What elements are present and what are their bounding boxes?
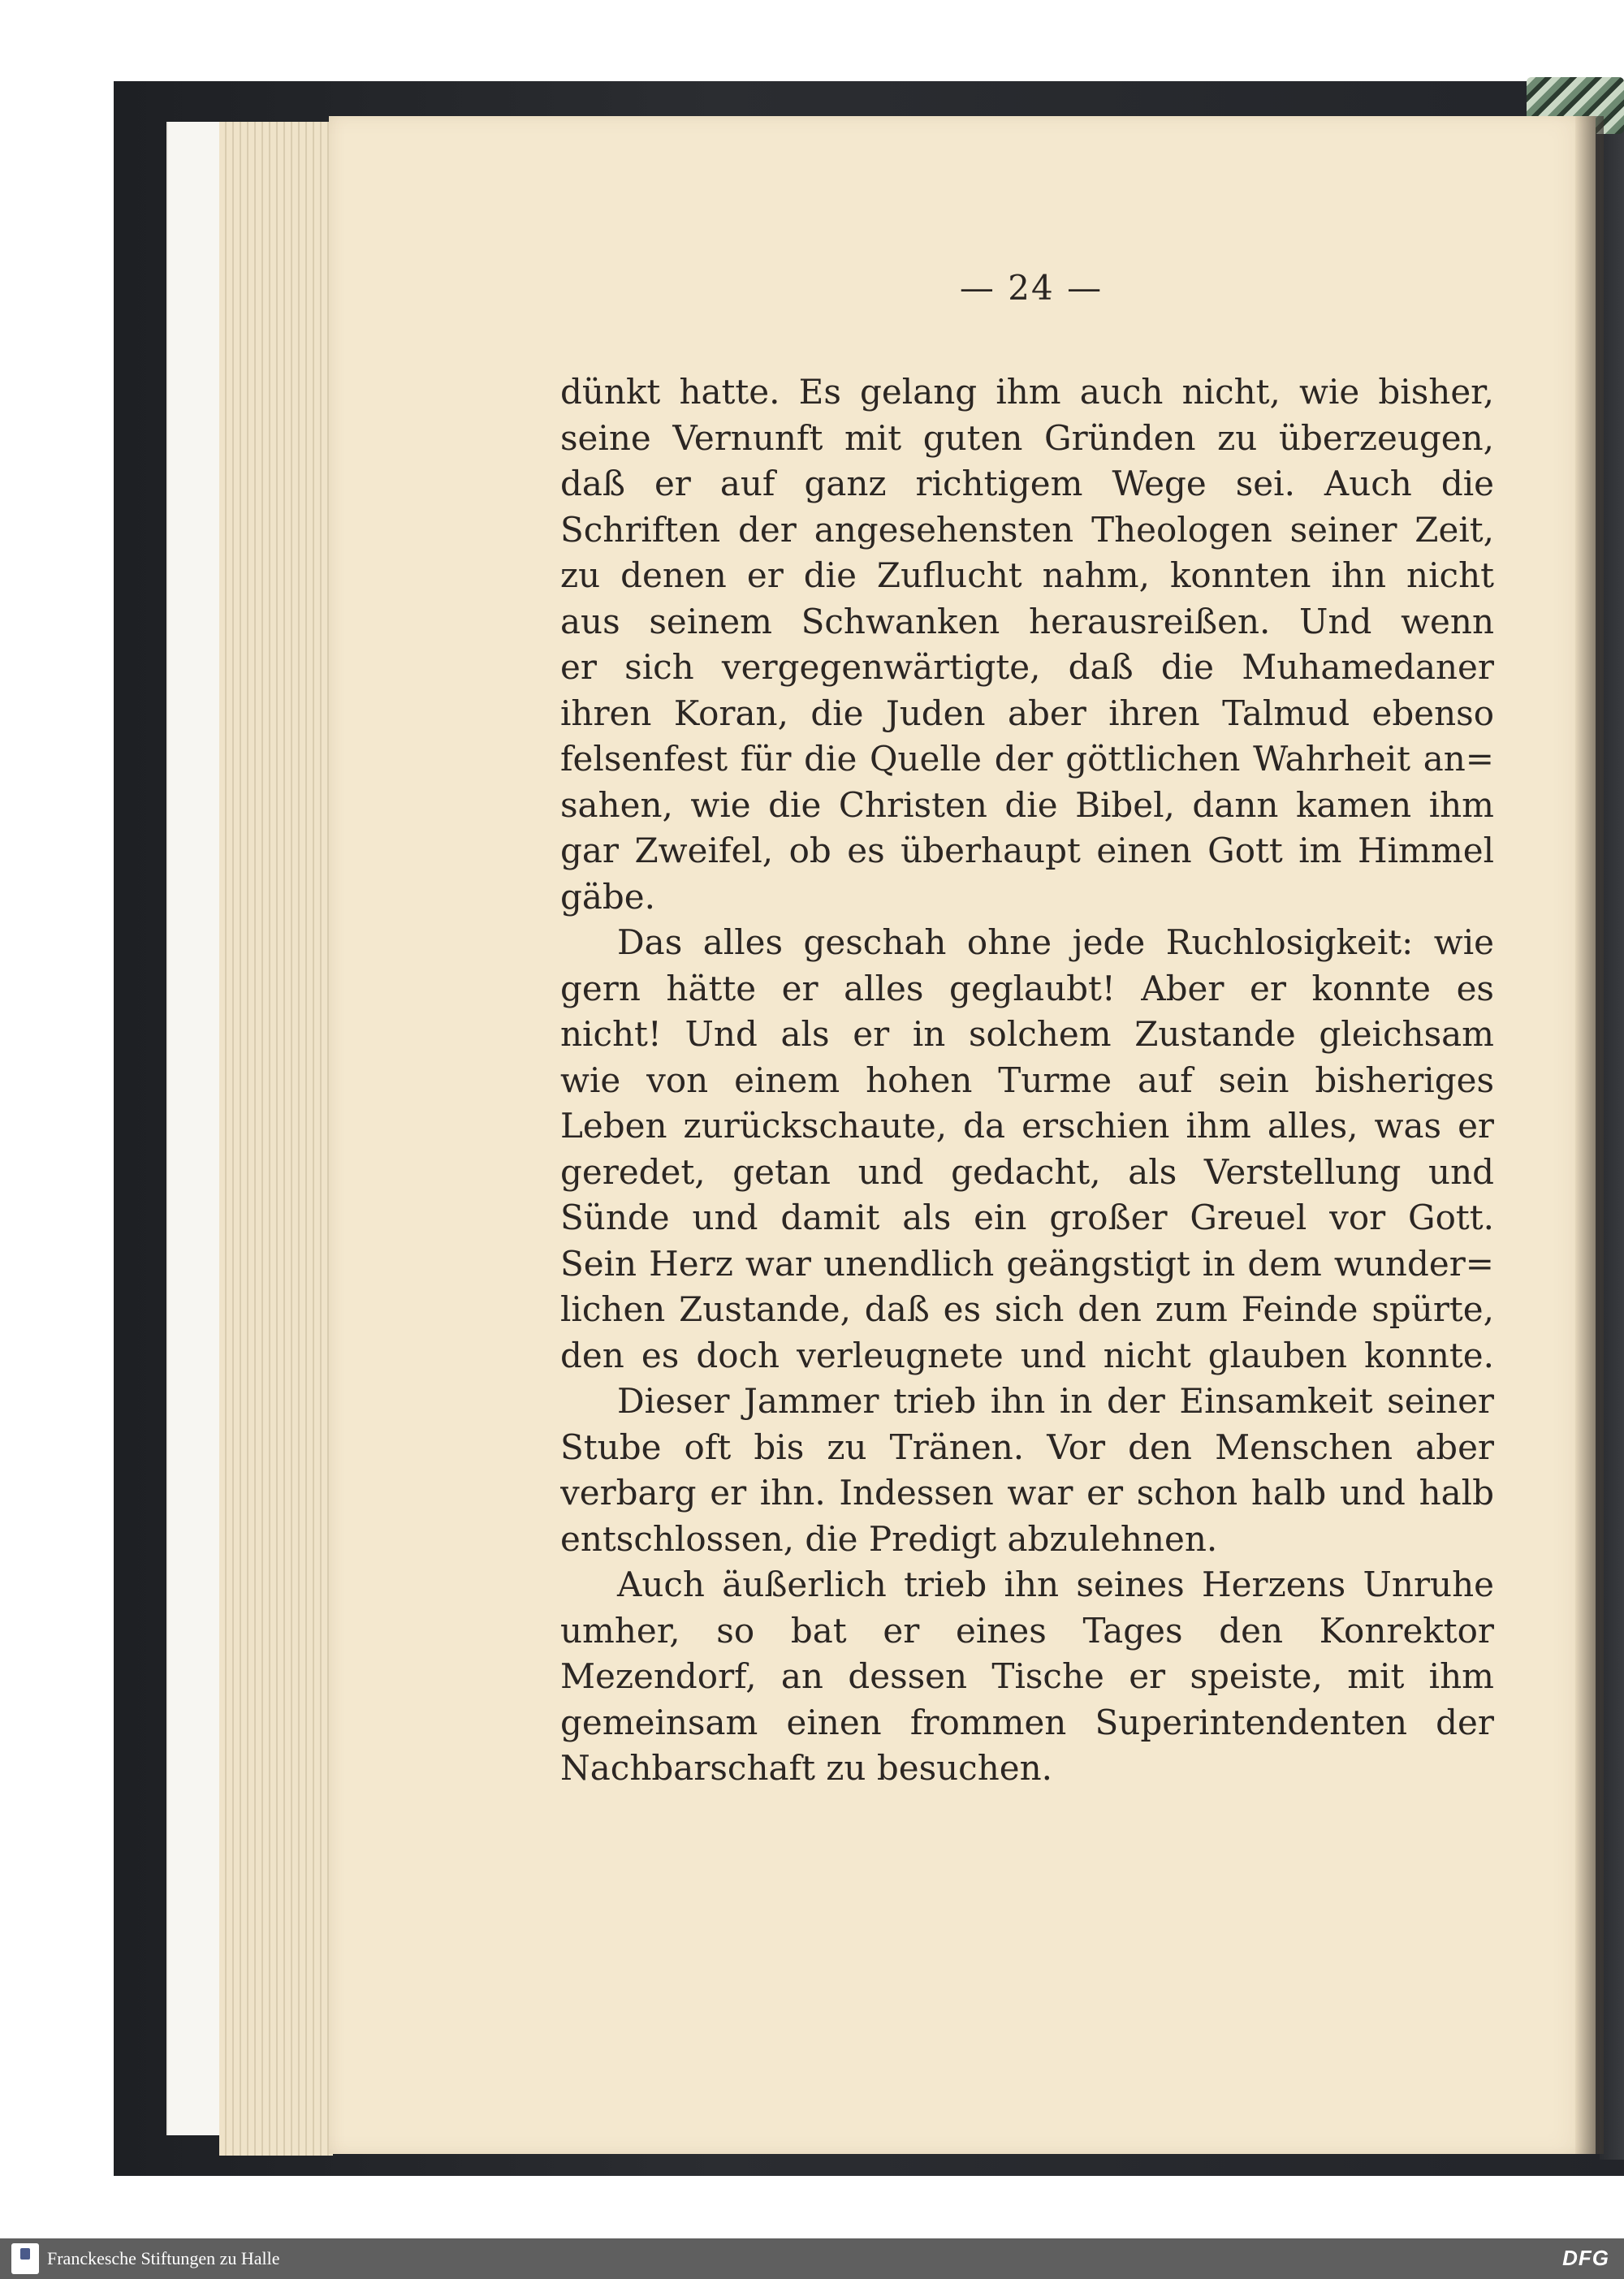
text-line: gäbe. [560, 876, 656, 917]
text-line: geredet, getan und gedacht, als Verstellung und [560, 1151, 1494, 1192]
text-line: sahen, wie die Christen die Bibel, dann kamen ihm [560, 784, 1494, 825]
text-line: umher, so bat er eines Tages den Konrektor [560, 1610, 1494, 1651]
footer-institution[interactable]: Franckesche Stiftungen zu Halle [47, 2248, 280, 2268]
text-line: Stube oft bis zu Tränen. Vor den Menschen aber [560, 1427, 1494, 1467]
text-line: felsenfest für die Quelle der göttlichen Wahrheit an= [560, 739, 1494, 779]
text-line: Sünde und damit als ein großer Greuel vor Gott. [560, 1198, 1494, 1237]
text-line: Das alles geschah ohne jede Ruchlosigkeit: wie [617, 922, 1494, 962]
text-line: gern hätte er alles geglaubt! Aber er konnte es [560, 968, 1494, 1008]
text-line: wie von einem hohen Turme auf sein bisheriges [560, 1060, 1494, 1100]
text-line: Mezendorf, an dessen Tische er speiste, mit ihm [560, 1656, 1494, 1696]
franckesche-logo-icon[interactable] [11, 2243, 39, 2274]
text-line: Sein Herz war unendlich geängstigt in dem wunder= [560, 1243, 1494, 1284]
text-line: lichen Zustande, daß es sich den zum Feinde spürte, [560, 1289, 1494, 1329]
text-line: Nachbarschaft zu besuchen. [560, 1748, 1053, 1788]
text-line: Dieser Jammer trieb ihn in der Einsamkeit seiner [617, 1381, 1494, 1421]
text-line: verbarg er ihn. Indessen war er schon halb und halb [560, 1473, 1494, 1513]
text-line: nicht! Und als er in solchem Zustande gleichsam [560, 1014, 1494, 1054]
footer-bar [0, 2238, 1624, 2279]
text-line: er sich vergegenwärtigte, daß die Muhamedaner [560, 647, 1494, 687]
dfg-logo[interactable]: DFG [1562, 2246, 1609, 2270]
text-line: entschlossen, die Predigt abzulehnen. [560, 1518, 1218, 1559]
text-line: gar Zweifel, ob es überhaupt einen Gott im Himmel [560, 831, 1494, 870]
text-line: Leben zurückschaute, da erschien ihm alles, was er [560, 1106, 1494, 1146]
text-line: aus seinem Schwanken herausreißen. Und wenn [560, 601, 1494, 641]
page-gutter-shadow [1575, 116, 1604, 2154]
body-text [560, 369, 1494, 1792]
text-line: seine Vernunft mit guten Gründen zu überzeugen, [560, 417, 1494, 458]
text-line: ihren Koran, die Juden aber ihren Talmud ebenso [560, 693, 1494, 733]
text-line: gemeinsam einen frommen Superintendenten der [560, 1702, 1494, 1742]
page-number: — 24 — [959, 268, 1104, 308]
text-line: zu denen er die Zuflucht nahm, konnten ihn nicht [560, 555, 1494, 595]
text-line: Auch äußerlich trieb ihn seines Herzens Unruhe [617, 1565, 1494, 1604]
text-line: dünkt hatte. Es gelang ihm auch nicht, wie bisher, [560, 372, 1494, 412]
page-edges [219, 122, 333, 2156]
text-line: daß er auf ganz richtigem Wege sei. Auch die [560, 464, 1494, 503]
text-line: Schriften der angesehensten Theologen seiner Zeit, [560, 509, 1494, 550]
text-line: den es doch verleugnete und nicht glauben konnte. [560, 1335, 1494, 1375]
